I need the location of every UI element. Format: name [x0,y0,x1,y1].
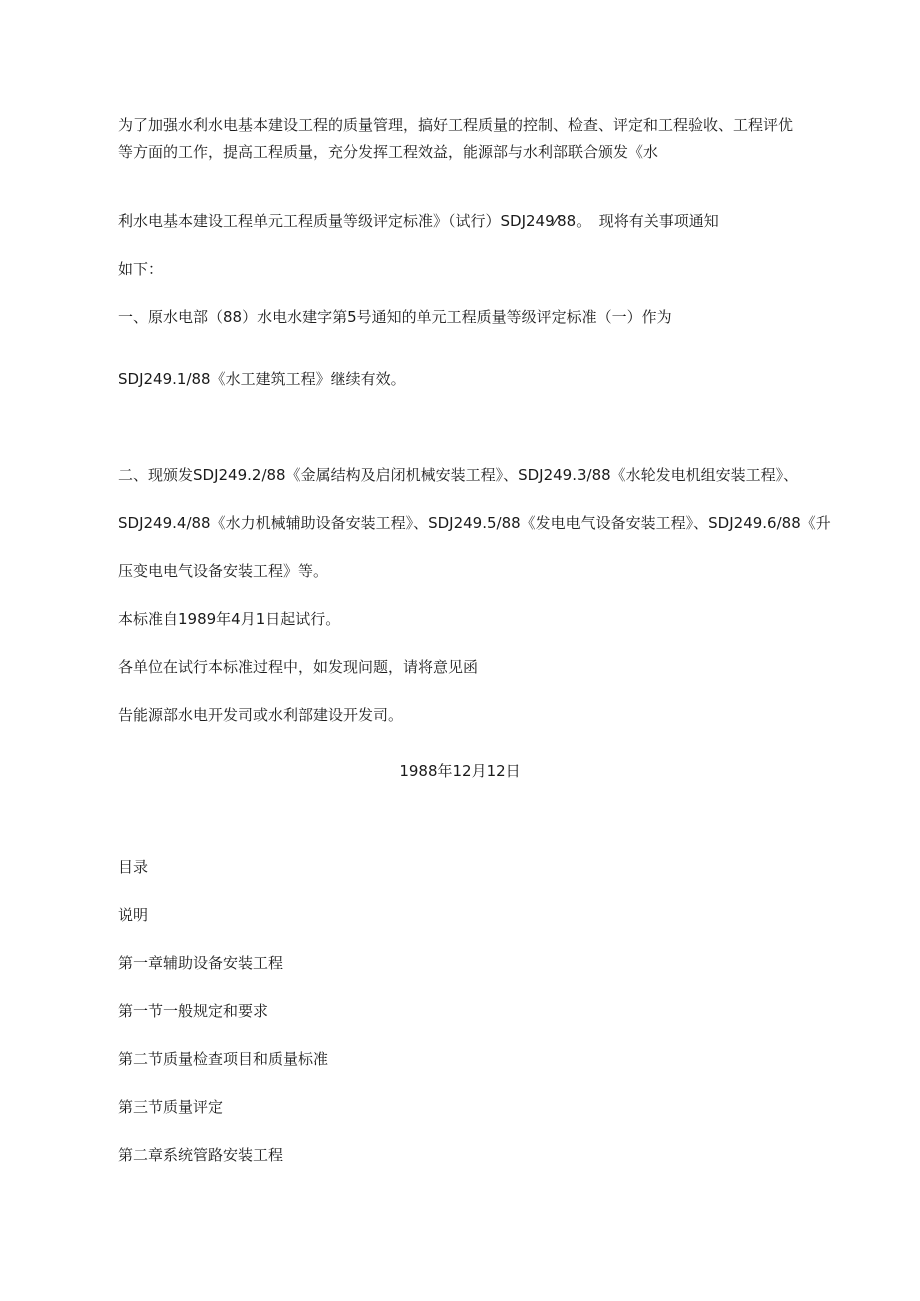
item-one-line-2: SDJ249.1/88《水工建筑工程》继续有效。 [118,370,406,388]
item-two-line-1: 二、现颁发SDJ249.2/88《金属结构及启闭机械安装工程》、SDJ249.3/88《水轮发电机组安装工程》、 [118,466,799,484]
paragraph-intro-line-1: 为了加强水利水电基本建设工程的质量管理，搞好工程质量的控制、检查、评定和工程验收、工程评优 [118,116,794,134]
toc-title: 目录 [118,858,149,876]
feedback-line-1: 各单位在试行本标准过程中，如发现问题，请将意见函 [118,658,479,676]
item-two-line-3: 压变电电气设备安装工程》等。 [118,562,329,580]
issue-date: 1988年12月12日 [399,762,521,780]
toc-item: 第二章系统管路安装工程 [118,1146,284,1164]
toc-item: 说明 [118,906,149,924]
paragraph-intro-line-2: 等方面的工作，提高工程质量，充分发挥工程效益，能源部与水利部联合颁发《水 [118,143,659,161]
toc-item: 第一章辅助设备安装工程 [118,954,284,972]
trial-date-statement: 本标准自1989年4月1日起试行。 [118,610,341,628]
toc-item: 第一节一般规定和要求 [118,1002,269,1020]
paragraph-intro-line-4: 如下： [118,260,164,278]
item-one-line-1: 一、原水电部（88）水电水建字第5号通知的单元工程质量等级评定标准（一）作为 [118,308,672,326]
paragraph-intro-line-3: 利水电基本建设工程单元工程质量等级评定标准》（试行）SDJ249⁄88。 现将有关事项通知 [118,212,719,230]
toc-item: 第三节质量评定 [118,1098,224,1116]
item-two-line-2: SDJ249.4/88《水力机械辅助设备安装工程》、SDJ249.5/88《发电电气设备安装工程》、SDJ249.6/88《升 [118,514,831,532]
toc-item: 第二节质量检查项目和质量标准 [118,1050,329,1068]
feedback-line-2: 告能源部水电开发司或水利部建设开发司。 [118,706,404,724]
